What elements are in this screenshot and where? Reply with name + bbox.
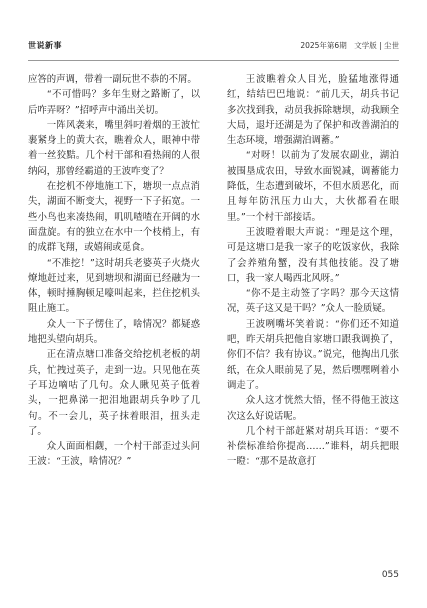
- paragraph: 几个村干部赶紧对胡兵耳语：“要不补偿标准给你提高……”谁料，胡兵把眼一瞪：“那不是故意打: [227, 425, 399, 468]
- paragraph: 众人面面相觑，一个村干部歪过头问王波：“王波，啥情况？”: [28, 441, 200, 468]
- header-divider: [28, 60, 399, 61]
- paragraph: 王波瞪着眼大声说：“理是这个理，可是这塘口是我一家子的吃饭家伙，我除了会养殖角蟹，没有其他技能。没了塘口，我一家人喝西北风呀。”: [227, 226, 399, 284]
- paragraph: 众人这才恍然大悟，怪不得他王波这次这么好说话呢。: [227, 395, 399, 422]
- paragraph: 在挖机不停地施工下，塘坝一点点消失，湖面不断变大，视野一下子拓宽。一些小鸟也来凑热闹，叽叽喳喳在开阔的水面盘旋。有的独立在水中一个枝梢上，有的成群飞翔，或嬉闹或觅食。: [28, 181, 200, 254]
- issue-info: 2025年第6期 文学版 | 尘世: [300, 41, 399, 50]
- paragraph: “对呀！以前为了发展农副业，湖泊被围垦成农田，导致水面锐减，调蓄能力降低，生态遭到破坏，不但水质恶化，而且每年防汛压力山大，大伙都看在眼里。”一个村干部接话。: [227, 150, 399, 223]
- paragraph: 王波咧嘴坏笑着说：“你们还不知道吧，昨天胡兵把他自家塘口跟我调换了，你们不信？我有协议。”说完，他掏出几张纸，在众人眼前晃了晃，然后嘿嘿咧着小调走了。: [227, 318, 399, 391]
- paragraph: “不准挖！”这时胡兵老婆英子火烧火燎地赶过来，见到塘坝和湖面已经融为一体，顿时捶胸顿足嚎叫起来，拦住挖机头阻止施工。: [28, 257, 200, 315]
- paragraph: 应答的声调，带着一副玩世不恭的不屑。: [28, 74, 197, 85]
- paragraph: 一阵风袭来，嘴里斜叼着烟的王波忙裹紧身上的黄大衣，瞧着众人，眼神中带着一丝狡黠。几个村干部和看热闹的人很纳闷，那曾经霸道的王波咋变了？: [28, 119, 200, 177]
- paragraph: “不可惜吗？多年生财之路断了，以后咋弄呀？”招呼声中涌出关切。: [28, 89, 200, 116]
- page-header: [28, 40, 399, 54]
- magazine-name: 世说新事: [28, 41, 62, 50]
- paragraph: 众人一下子愣住了，啥情况？都疑惑地把头望向胡兵。: [28, 318, 200, 346]
- page-number: 055: [381, 570, 399, 580]
- paragraph: 正在清点塘口准备交给挖机老板的胡兵，忙拽过英子，走到一边。只见他在英子耳边嘀咕了几句。众人瞅见英子低着头，一把鼻涕一把泪地跟胡兵争吵了几句。不一会儿，英子抹着眼泪，扭头走了。: [28, 349, 200, 437]
- right-column: [227, 72, 399, 470]
- left-column: [28, 72, 200, 470]
- paragraph: “你不是主动签了字吗？那今天这情况，英子这又是干吗？”众人一脸质疑。: [227, 288, 399, 315]
- paragraph: 王波瞧着众人目光，脸猛地涨得通红，结结巴巴地说：“前几天，胡兵书记多次找到我，动员我拆除塘坝，动我顾全大局，退圩还湖是为了保护和改善湖泊的生态环境，增强湖泊调蓄。”: [227, 74, 399, 147]
